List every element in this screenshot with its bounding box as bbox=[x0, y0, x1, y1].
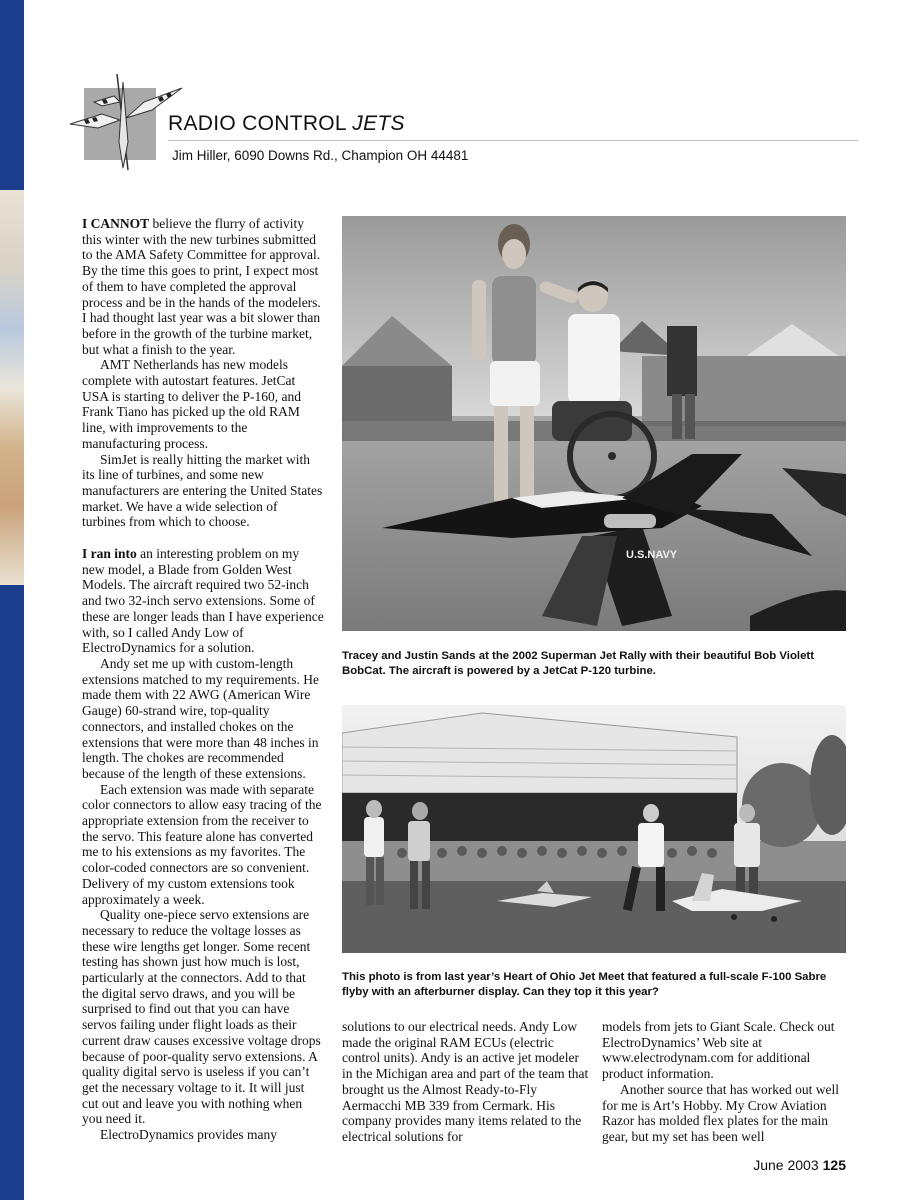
header-rule bbox=[168, 140, 858, 141]
title-accent: JETS bbox=[352, 112, 405, 135]
jets-logo-icon bbox=[62, 72, 184, 172]
paragraph-text: believe the flurry of activity this winter with the new turbines submitted to the AMA Safety Committee for approval. By the time this goes to print, I expect most of them to have completed the approval process and be in the hands of the modelers. I had thought last year was a bit slower than before in the growth of the turbine market, but what a finish to the year. bbox=[82, 216, 321, 357]
page-number: 125 bbox=[822, 1157, 846, 1173]
paragraph: Quality one-piece servo extensions are necessary to reduce the voltage losses as these wire lengths get longer. Some recent testing has shown just how much is lost, particularly at the connectors. Add to that the digital servo draws, and you will be surprised to find out that you can have servos failing under flight loads as their current draw causes excessive voltage drops because of poor-quality servo extensions. A quality digital servo is useless if you can’t get the necessary voltage to it. It will just cut out and leave you with nothing when you need it. bbox=[82, 907, 321, 1127]
section-title bbox=[168, 112, 405, 136]
paragraph bbox=[82, 216, 324, 357]
left-color-bar bbox=[0, 0, 24, 1200]
lead-in: I CANNOT bbox=[82, 216, 150, 231]
paragraph: SimJet is really hitting the market with its line of turbines, and some new manufacturers are entering the United States market. We have a wide selection of turbines from which to choose. bbox=[82, 451, 323, 530]
photo-bobcat-image bbox=[342, 216, 846, 631]
issue-date: June 2003 bbox=[753, 1157, 819, 1173]
photo-jet-meet-hangar bbox=[342, 705, 846, 953]
article-column-2 bbox=[342, 1019, 590, 1145]
paragraph: Each extension was made with separate color connectors to allow easy tracing of the appropriate extension from the receiver to the servo. This feature alone has converted me to his extensions as my favorites. The color-coded connectors are so convenient. Delivery of my custom extensions took approximately a week. bbox=[82, 781, 322, 907]
paragraph: solutions to our electrical needs. Andy Low made the original RAM ECUs (electric control units). Andy is an active jet modeler in the Michigan area and part of the team that brought us the Almost Ready-to-Fly Aermacchi MB 339 from Cermark. His company provides many items related to the electrical solutions for bbox=[342, 1019, 589, 1144]
navy-decal: U.S.NAVY bbox=[626, 549, 678, 561]
article-column-1 bbox=[82, 216, 324, 1143]
page-folio bbox=[753, 1157, 846, 1173]
photo-caption-2: This photo is from last year’s Heart of Ohio Jet Meet that featured a full-scale F-100 Sabre flyby with an afterburner display. Can they top it this year? bbox=[342, 971, 827, 998]
paragraph-text: an interesting problem on my new model, a Blade from Golden West Models. The aircraft required two 52-inch and two 32-inch servo extensions. Some of these are longer leads than I have experience with, so I called Andy Low of ElectroDynamics for a solution. bbox=[82, 546, 324, 656]
paragraph: models from jets to Giant Scale. Check out ElectroDynamics’ Web site at www.electrodynam.com for additional product information. bbox=[602, 1019, 835, 1082]
photo-bobcat-jet bbox=[342, 216, 846, 631]
author-byline: Jim Hiller, 6090 Downs Rd., Champion OH 44481 bbox=[172, 148, 469, 163]
paragraph: ElectroDynamics provides many bbox=[100, 1127, 277, 1143]
photo-caption-1: Tracey and Justin Sands at the 2002 Superman Jet Rally with their beautiful Bob Violett BobCat. The aircraft is powered by a JetCat P-120 turbine. bbox=[342, 650, 814, 677]
article-column-3 bbox=[602, 1019, 850, 1145]
paragraph: Another source that has worked out well for me is Art’s Hobby. My Crow Aviation Razor has molded flex plates for the main gear, but my set has been well bbox=[602, 1081, 839, 1144]
paragraph bbox=[82, 546, 324, 656]
paragraph: AMT Netherlands has new models complete with autostart features. JetCat USA is starting to deliver the P-160, and Frank Tiano has picked up the old RAM line, with improvements to the manufacturing process. bbox=[82, 357, 301, 451]
lead-in: I ran into bbox=[82, 546, 137, 562]
photo-hangar-image bbox=[342, 705, 846, 953]
left-edge-photo-strip bbox=[0, 190, 24, 585]
paragraph: Andy set me up with custom-length extensions matched to my requirements. He made them with 22 AWG (American Wire Gauge) 60-strand wire, top-quality connectors, and installed chokes on the extensions that were more than 48 inches in length. The chokes are recommended because of the length of these extensions. bbox=[82, 655, 319, 781]
title-main: RADIO CONTROL bbox=[168, 112, 347, 135]
